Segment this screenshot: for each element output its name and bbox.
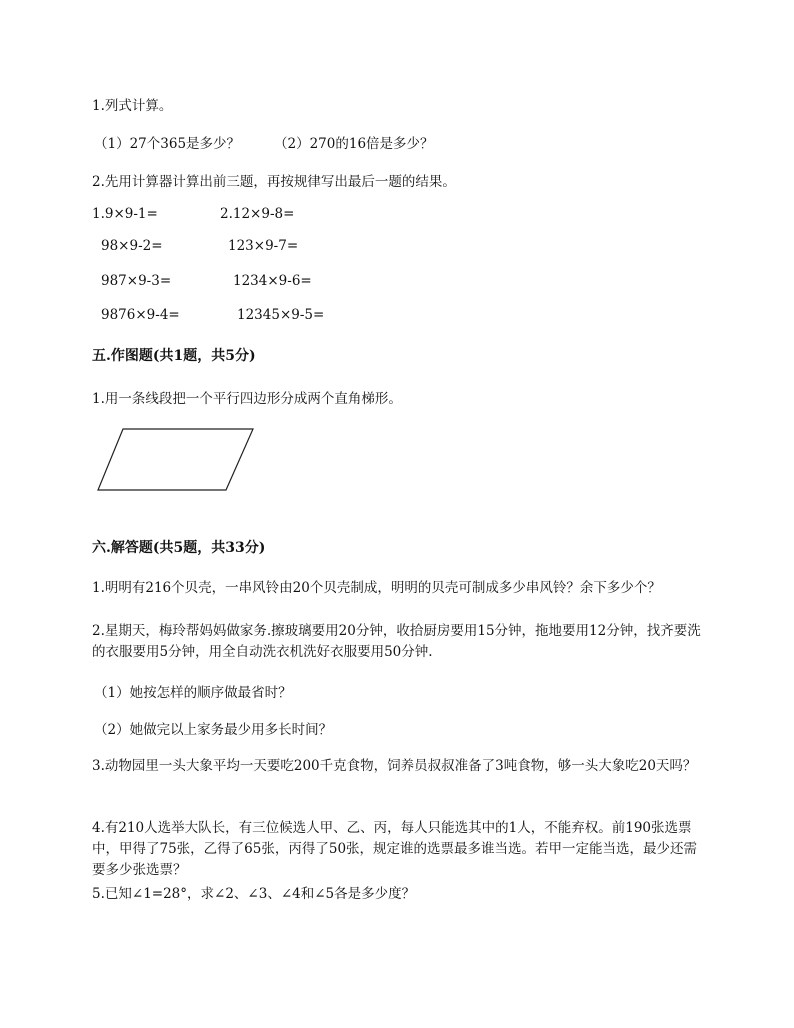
calc-left-4: 9876×9-4= xyxy=(101,307,180,323)
section-6-question-2: 2.星期天，梅玲帮妈妈做家务.擦玻璃要用20分钟，收拾厨房要用15分钟，拖地要用12分钟，找齐要洗的衣服要用5分钟，用全自动洗衣机洗好衣服要用50分钟. xyxy=(92,623,701,660)
question-1-sub-2: （2）270的16倍是多少？ xyxy=(274,136,434,152)
parallelogram-figure xyxy=(92,425,262,497)
question-1-title: 1.列式计算。 xyxy=(92,98,173,114)
calc-left-1: 1.9×9-1= xyxy=(92,206,158,222)
section-6-heading: 六.解答题(共5题，共33分) xyxy=(92,540,266,556)
question-2-title: 2.先用计算器计算出前三题，再按规律写出最后一题的结果。 xyxy=(92,174,456,190)
section-5-question-1: 1.用一条线段把一个平行四边形分成两个直角梯形。 xyxy=(92,391,402,407)
section-6-question-5: 5.已知∠1=28°，求∠2、∠3、∠4和∠5各是多少度？ xyxy=(92,886,416,902)
calc-right-1: 2.12×9-8= xyxy=(220,206,295,222)
question-2-sub-2: （2）她做完以上家务最少用多长时间？ xyxy=(94,722,333,738)
question-1-sub-1: （1）27个365是多少？ xyxy=(94,136,241,152)
section-6-question-1: 1.明明有216个贝壳，一串风铃由20个贝壳制成，明明的贝壳可制成多少串风铃？余下多少个？ xyxy=(92,580,661,596)
section-5-heading: 五.作图题(共1题，共5分) xyxy=(92,348,256,364)
section-6-question-3: 3.动物园里一头大象平均一天要吃200千克食物，饲养员叔叔准备了3吨食物，够一头大象吃20天吗？ xyxy=(92,758,697,774)
section-6-question-4: 4.有210人选举大队长，有三位候选人甲、乙、丙，每人只能选其中的1人，不能弃权。前190张选票中，甲得了75张，乙得了65张，丙得了50张，规定谁的选票最多谁当选。若甲一定能当选，最少还需要多少张选票？ xyxy=(92,820,698,878)
calc-left-3: 987×9-3= xyxy=(101,273,172,289)
calc-right-4: 12345×9-5= xyxy=(237,307,325,323)
calc-right-3: 1234×9-6= xyxy=(233,273,312,289)
question-2-sub-1: （1）她按怎样的顺序做最省时？ xyxy=(94,685,292,701)
calc-left-2: 98×9-2= xyxy=(101,238,163,254)
calc-right-2: 123×9-7= xyxy=(228,238,299,254)
